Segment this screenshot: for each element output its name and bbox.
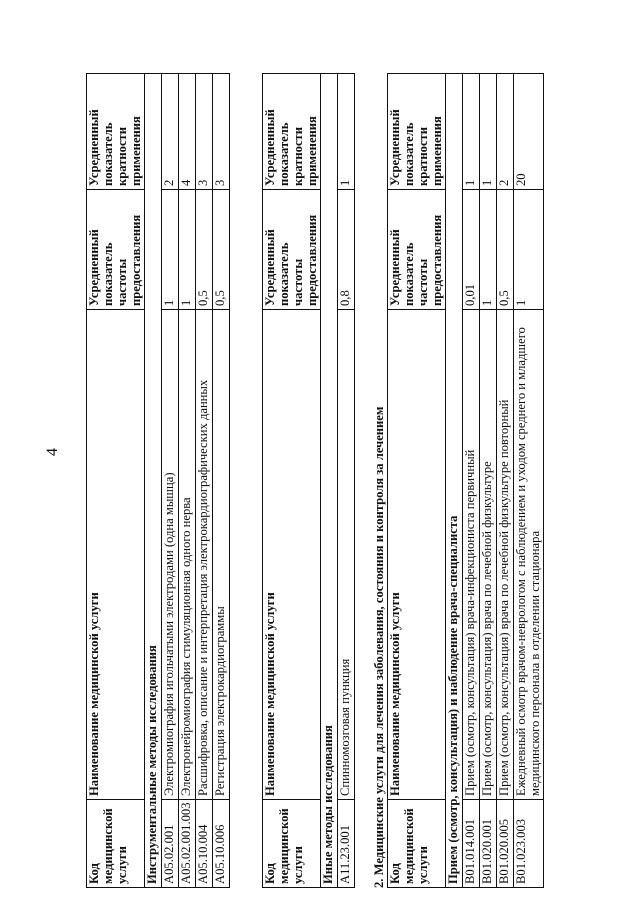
- header-multiplicity: Усредненный показатель кратности применения: [388, 74, 446, 190]
- frequency-value: 0,5: [195, 190, 212, 310]
- multiplicity-value: 2: [496, 74, 513, 190]
- header-name: Наименование медицинской услуги: [87, 310, 145, 800]
- table-row: [162, 74, 179, 888]
- header-code: Код медицинской услуги: [263, 800, 321, 888]
- multiplicity-value: 20: [513, 74, 544, 190]
- service-name: Расшифровка, описание и интерпретация электрокардиографических данных: [195, 310, 212, 800]
- header-code: Код медицинской услуги: [87, 800, 145, 888]
- section-2-subtitle: Прием (осмотр, консультация) и наблюдение врача-специалиста: [446, 74, 463, 888]
- frequency-value: 1: [480, 190, 497, 310]
- multiplicity-value: 1: [480, 74, 497, 190]
- service-name: Прием (осмотр, консультация) врача по лечебной физкультуре повторный: [496, 310, 513, 800]
- section-2-heading: [373, 73, 387, 888]
- table-row: [179, 74, 196, 888]
- service-code: B01.023.003: [513, 800, 544, 888]
- header-frequency: Усредненный показатель частоты предоставления: [87, 190, 145, 310]
- frequency-value: 0,8: [338, 190, 355, 310]
- table-row: [338, 74, 355, 888]
- multiplicity-value: 3: [195, 74, 212, 190]
- specialist-consultations-table: [387, 73, 544, 888]
- table-header-row: [87, 74, 145, 888]
- header-frequency: Усредненный показатель частоты предоставления: [263, 190, 321, 310]
- multiplicity-value: 3: [212, 74, 229, 190]
- frequency-value: 1: [513, 190, 544, 310]
- table-header-row: [263, 74, 321, 888]
- service-code: A05.02.001.003: [179, 800, 196, 888]
- frequency-value: 0,5: [496, 190, 513, 310]
- service-name: Спинномозговая пункция: [338, 310, 355, 800]
- table-row: [496, 74, 513, 888]
- other-methods-title: Иные методы исследования: [321, 74, 338, 888]
- service-code: A05.10.006: [212, 800, 229, 888]
- other-methods-table: [262, 73, 355, 888]
- multiplicity-value: 1: [338, 74, 355, 190]
- service-name: Прием (осмотр, консультация) врача-инфекциониста первичный: [463, 310, 480, 800]
- service-code: B01.020.001: [480, 800, 497, 888]
- service-code: A05.02.001: [162, 800, 179, 888]
- service-name: Регистрация электрокардиограммы: [212, 310, 229, 800]
- frequency-value: 1: [179, 190, 196, 310]
- service-name: Прием (осмотр, консультация) врача по лечебной физкультуре: [480, 310, 497, 800]
- rotated-page-content: [80, 68, 595, 888]
- header-multiplicity: Усредненный показатель кратности применения: [87, 74, 145, 190]
- frequency-value: 1: [162, 190, 179, 310]
- service-name: Ежедневный осмотр врачом-неврологом с наблюдением и уходом среднего и младшего медицинского персонала в отделении стационара: [513, 310, 544, 800]
- table-row: [513, 74, 544, 888]
- service-code: A05.10.004: [195, 800, 212, 888]
- service-code: B01.020.005: [496, 800, 513, 888]
- section-2-title: 2. Медицинские услуги для лечения заболевания, состояния и контроля за лечением: [372, 406, 386, 888]
- instrumental-methods-table: [86, 73, 230, 888]
- frequency-value: 0,01: [463, 190, 480, 310]
- header-multiplicity: Усредненный показатель кратности применения: [263, 74, 321, 190]
- header-frequency: Усредненный показатель частоты предоставления: [388, 190, 446, 310]
- table-header-row: [388, 74, 446, 888]
- table-row: [463, 74, 480, 888]
- header-code: Код медицинской услуги: [388, 800, 446, 888]
- table-row: [195, 74, 212, 888]
- instrumental-methods-title: Инструментальные методы исследования: [145, 74, 162, 888]
- multiplicity-value: 4: [179, 74, 196, 190]
- service-name: Электронейромиография стимуляционная одного нерва: [179, 310, 196, 800]
- table-row: [480, 74, 497, 888]
- header-name: Наименование медицинской услуги: [388, 310, 446, 800]
- table-row: [212, 74, 229, 888]
- multiplicity-value: 2: [162, 74, 179, 190]
- service-name: Электромиография игольчатыми электродами (одна мышца): [162, 310, 179, 800]
- frequency-value: 0,5: [212, 190, 229, 310]
- service-code: B01.014.001: [463, 800, 480, 888]
- service-code: A11.23.001: [338, 800, 355, 888]
- multiplicity-value: 1: [463, 74, 480, 190]
- page-number: 4: [44, 448, 61, 456]
- header-name: Наименование медицинской услуги: [263, 310, 321, 800]
